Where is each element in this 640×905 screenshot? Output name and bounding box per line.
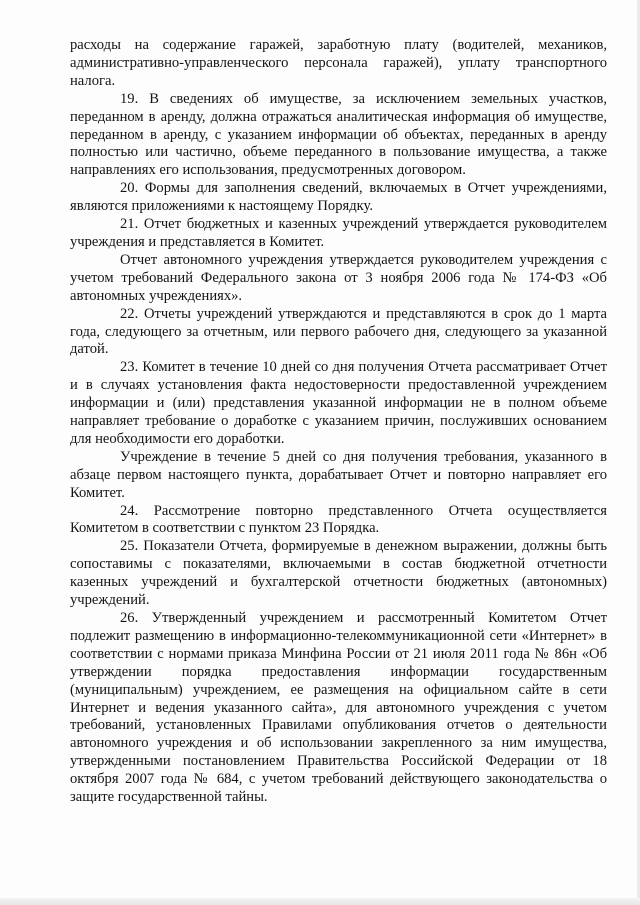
paragraph-23-rework: Учреждение в течение 5 дней со дня получения требования, указанного в абзаце первом настоящего пункта, дорабатывает Отчет и повторно направляет его Комитет. (70, 448, 607, 501)
scan-edge-bottom (0, 898, 640, 905)
paragraph-20: 20. Формы для заполнения сведений, включаемых в Отчет учреждениями, являются приложениями к настоящему Порядку. (70, 180, 607, 215)
paragraph-19: 19. В сведениях об имуществе, за исключением земельных участков, переданном в аренду, должна отражаться аналитическая информация об имуществе, переданном в аренду, с указанием информации об объектах, переданных в аренду полностью или частично, объеме переданного в пользование имущества, а также направлениях его использования, предусмотренных договором. (70, 90, 607, 179)
paragraph-23: 23. Комитет в течение 10 дней со дня получения Отчета рассматривает Отчет и в случаях установления факта недостоверности предоставленной учреждением информации и (или) представления указанной информации не в полном объеме направляет требование о доработке с указанием причин, послуживших основанием для необходимости его доработки. (70, 359, 607, 447)
paragraph-21-autonomous: Отчет автономного учреждения утверждается руководителем учреждения с учетом требований Федерального закона от 3 ноября 2006 года № 174-ФЗ «Об автономных учреждениях». (70, 251, 607, 304)
paragraph-21: 21. Отчет бюджетных и казенных учреждений утверждается руководителем учреждения и представляется в Комитет. (70, 216, 607, 250)
paragraph-26: 26. Утвержденный учреждением и рассмотренный Комитетом Отчет подлежит размещению в информационно-телекоммуникационной сети «Интернет» в соответствии с нормами приказа Минфина России от 21 июля 2011 года № 86н «Об утверждении порядка предоставления информации государственным (муниципальным) учреждением, ее размещения на официальном сайте в сети Интернет и ведения указанного сайта», для автономного учреждения с учетом требований, установленных Правилами опубликования отчетов о деятельности автономного учреждения и об использовании закрепленного за ним имущества, утвержденными постановлением Правительства Российской Федерации от 18 октября 2007 года № 684, с учетом требований действующего законодательства о защите государственной тайны. (70, 610, 607, 806)
paragraph-25: 25. Показатели Отчета, формируемые в денежном выражении, должны быть сопоставимы с показателями, включаемыми в состав бюджетной отчетности казенных учреждений и бухгалтерской отчетности бюджетных (автономных) учреждений. (70, 538, 607, 609)
document-body (70, 37, 607, 807)
paragraph-24: 24. Рассмотрение повторно представленного Отчета осуществляется Комитетом в соответствии с пунктом 23 Порядка. (70, 502, 607, 537)
paragraph-22: 22. Отчеты учреждений утверждаются и представляются в срок до 1 марта года, следующего за отчетным, или первого рабочего дня, следующего за указанной датой. (70, 305, 607, 358)
paragraph-18-continuation: расходы на содержание гаражей, заработную плату (водителей, механиков, административно-управленческого персонала гаражей), уплату транспортного налога. (70, 37, 607, 89)
